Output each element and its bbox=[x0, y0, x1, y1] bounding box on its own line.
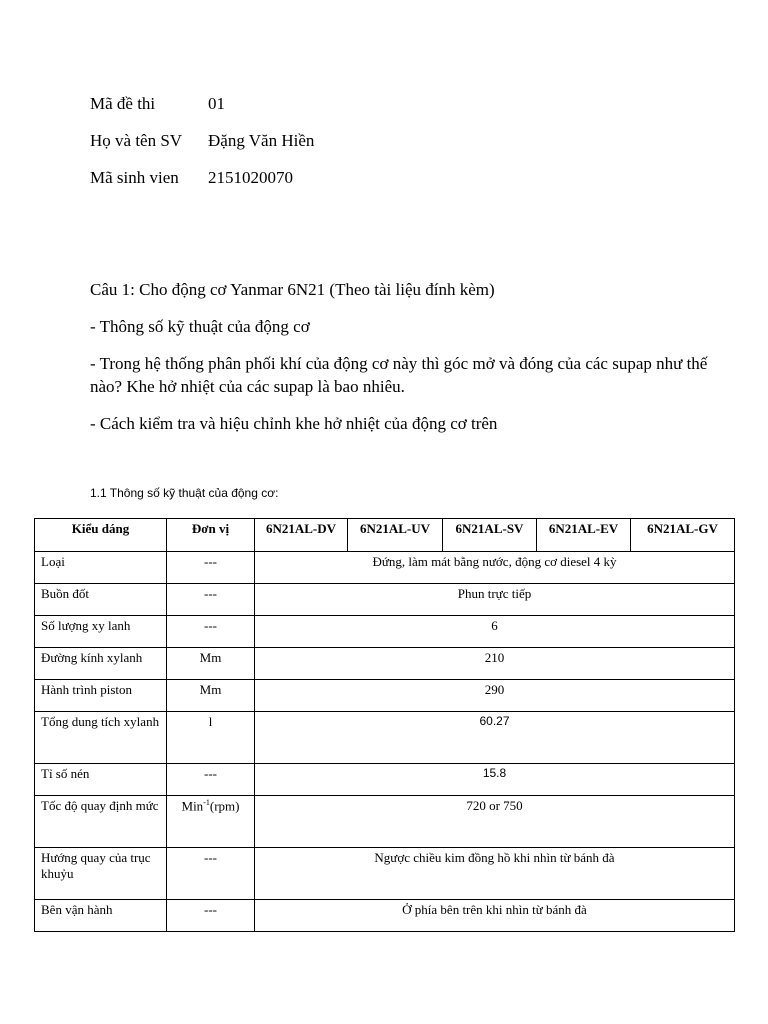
column-header: Đơn vị bbox=[167, 519, 255, 552]
spec-table bbox=[34, 518, 735, 932]
column-header: 6N21AL-GV bbox=[631, 519, 735, 552]
row-value: Phun trực tiếp bbox=[255, 584, 735, 616]
table-row bbox=[35, 848, 735, 900]
row-value: Ngược chiều kim đồng hồ khi nhìn từ bánh đà bbox=[255, 848, 735, 900]
column-header: 6N21AL-SV bbox=[443, 519, 537, 552]
student-id-value: 2151020070 bbox=[208, 168, 293, 187]
column-header: 6N21AL-EV bbox=[537, 519, 631, 552]
row-name: Tốc độ quay định mức bbox=[35, 796, 167, 848]
row-name: Tổng dung tích xylanh bbox=[35, 712, 167, 764]
row-name: Tỉ số nén bbox=[35, 764, 167, 796]
row-name: Loại bbox=[35, 552, 167, 584]
question-title: Câu 1: Cho động cơ Yanmar 6N21 (Theo tài liệu đính kèm) bbox=[90, 280, 495, 299]
row-value: 60.27 bbox=[255, 712, 735, 764]
row-unit: --- bbox=[167, 584, 255, 616]
row-unit: Mm bbox=[167, 648, 255, 680]
exam-code-label: Mã đề thi bbox=[90, 94, 156, 113]
unit-base: Min bbox=[181, 798, 204, 814]
row-name: Đường kính xylanh bbox=[35, 648, 167, 680]
section-title: 1.1 Thông số kỹ thuật của động cơ: bbox=[90, 486, 279, 500]
row-value: 15.8 bbox=[255, 764, 735, 796]
exam-code-value: 01 bbox=[208, 94, 225, 113]
row-name: Bên vận hành bbox=[35, 900, 167, 932]
student-name-label: Họ và tên SV bbox=[90, 131, 183, 150]
table-row bbox=[35, 648, 735, 680]
unit-exponent: -1 bbox=[203, 798, 210, 807]
row-unit: --- bbox=[167, 764, 255, 796]
table-row bbox=[35, 796, 735, 848]
student-name-value: Đặng Văn Hiền bbox=[208, 131, 315, 150]
row-unit: --- bbox=[167, 848, 255, 900]
table-row bbox=[35, 616, 735, 648]
row-unit: l bbox=[167, 712, 255, 764]
unit-suffix: (rpm) bbox=[209, 798, 240, 814]
row-unit: --- bbox=[167, 552, 255, 584]
row-unit: Mm bbox=[167, 680, 255, 712]
row-value: Đứng, làm mát bằng nước, động cơ diesel 4 kỳ bbox=[255, 552, 735, 584]
table-header-row bbox=[35, 519, 735, 552]
row-name: Hành trình piston bbox=[35, 680, 167, 712]
table-row bbox=[35, 712, 735, 764]
table-row bbox=[35, 764, 735, 796]
row-unit: --- bbox=[167, 616, 255, 648]
row-value: 6 bbox=[255, 616, 735, 648]
table-row bbox=[35, 552, 735, 584]
student-id-label: Mã sinh vien bbox=[90, 168, 179, 187]
row-name: Hướng quay của trục khuỷu bbox=[35, 848, 167, 900]
row-name: Số lượng xy lanh bbox=[35, 616, 167, 648]
column-header: 6N21AL-UV bbox=[348, 519, 443, 552]
table-row bbox=[35, 680, 735, 712]
column-header: Kiểu dáng bbox=[35, 519, 167, 552]
row-name: Buồn đốt bbox=[35, 584, 167, 616]
row-unit bbox=[167, 796, 255, 848]
row-value: 290 bbox=[255, 680, 735, 712]
row-value: 720 or 750 bbox=[255, 796, 735, 848]
table-row bbox=[35, 584, 735, 616]
question-item-specs: - Thông số kỹ thuật của động cơ bbox=[90, 317, 310, 336]
row-value: 210 bbox=[255, 648, 735, 680]
column-header: 6N21AL-DV bbox=[255, 519, 348, 552]
question-item-valves: - Trong hệ thống phân phối khí của động cơ này thì góc mở và đóng của các supap như thế nào? Khe hở nhiệt của các supap là bao nhiêu. bbox=[90, 354, 708, 396]
question-item-clearance: - Cách kiểm tra và hiệu chỉnh khe hở nhiệt của động cơ trên bbox=[90, 414, 498, 433]
row-value: Ở phía bên trên khi nhìn từ bánh đà bbox=[255, 900, 735, 932]
row-unit: --- bbox=[167, 900, 255, 932]
table-row bbox=[35, 900, 735, 932]
